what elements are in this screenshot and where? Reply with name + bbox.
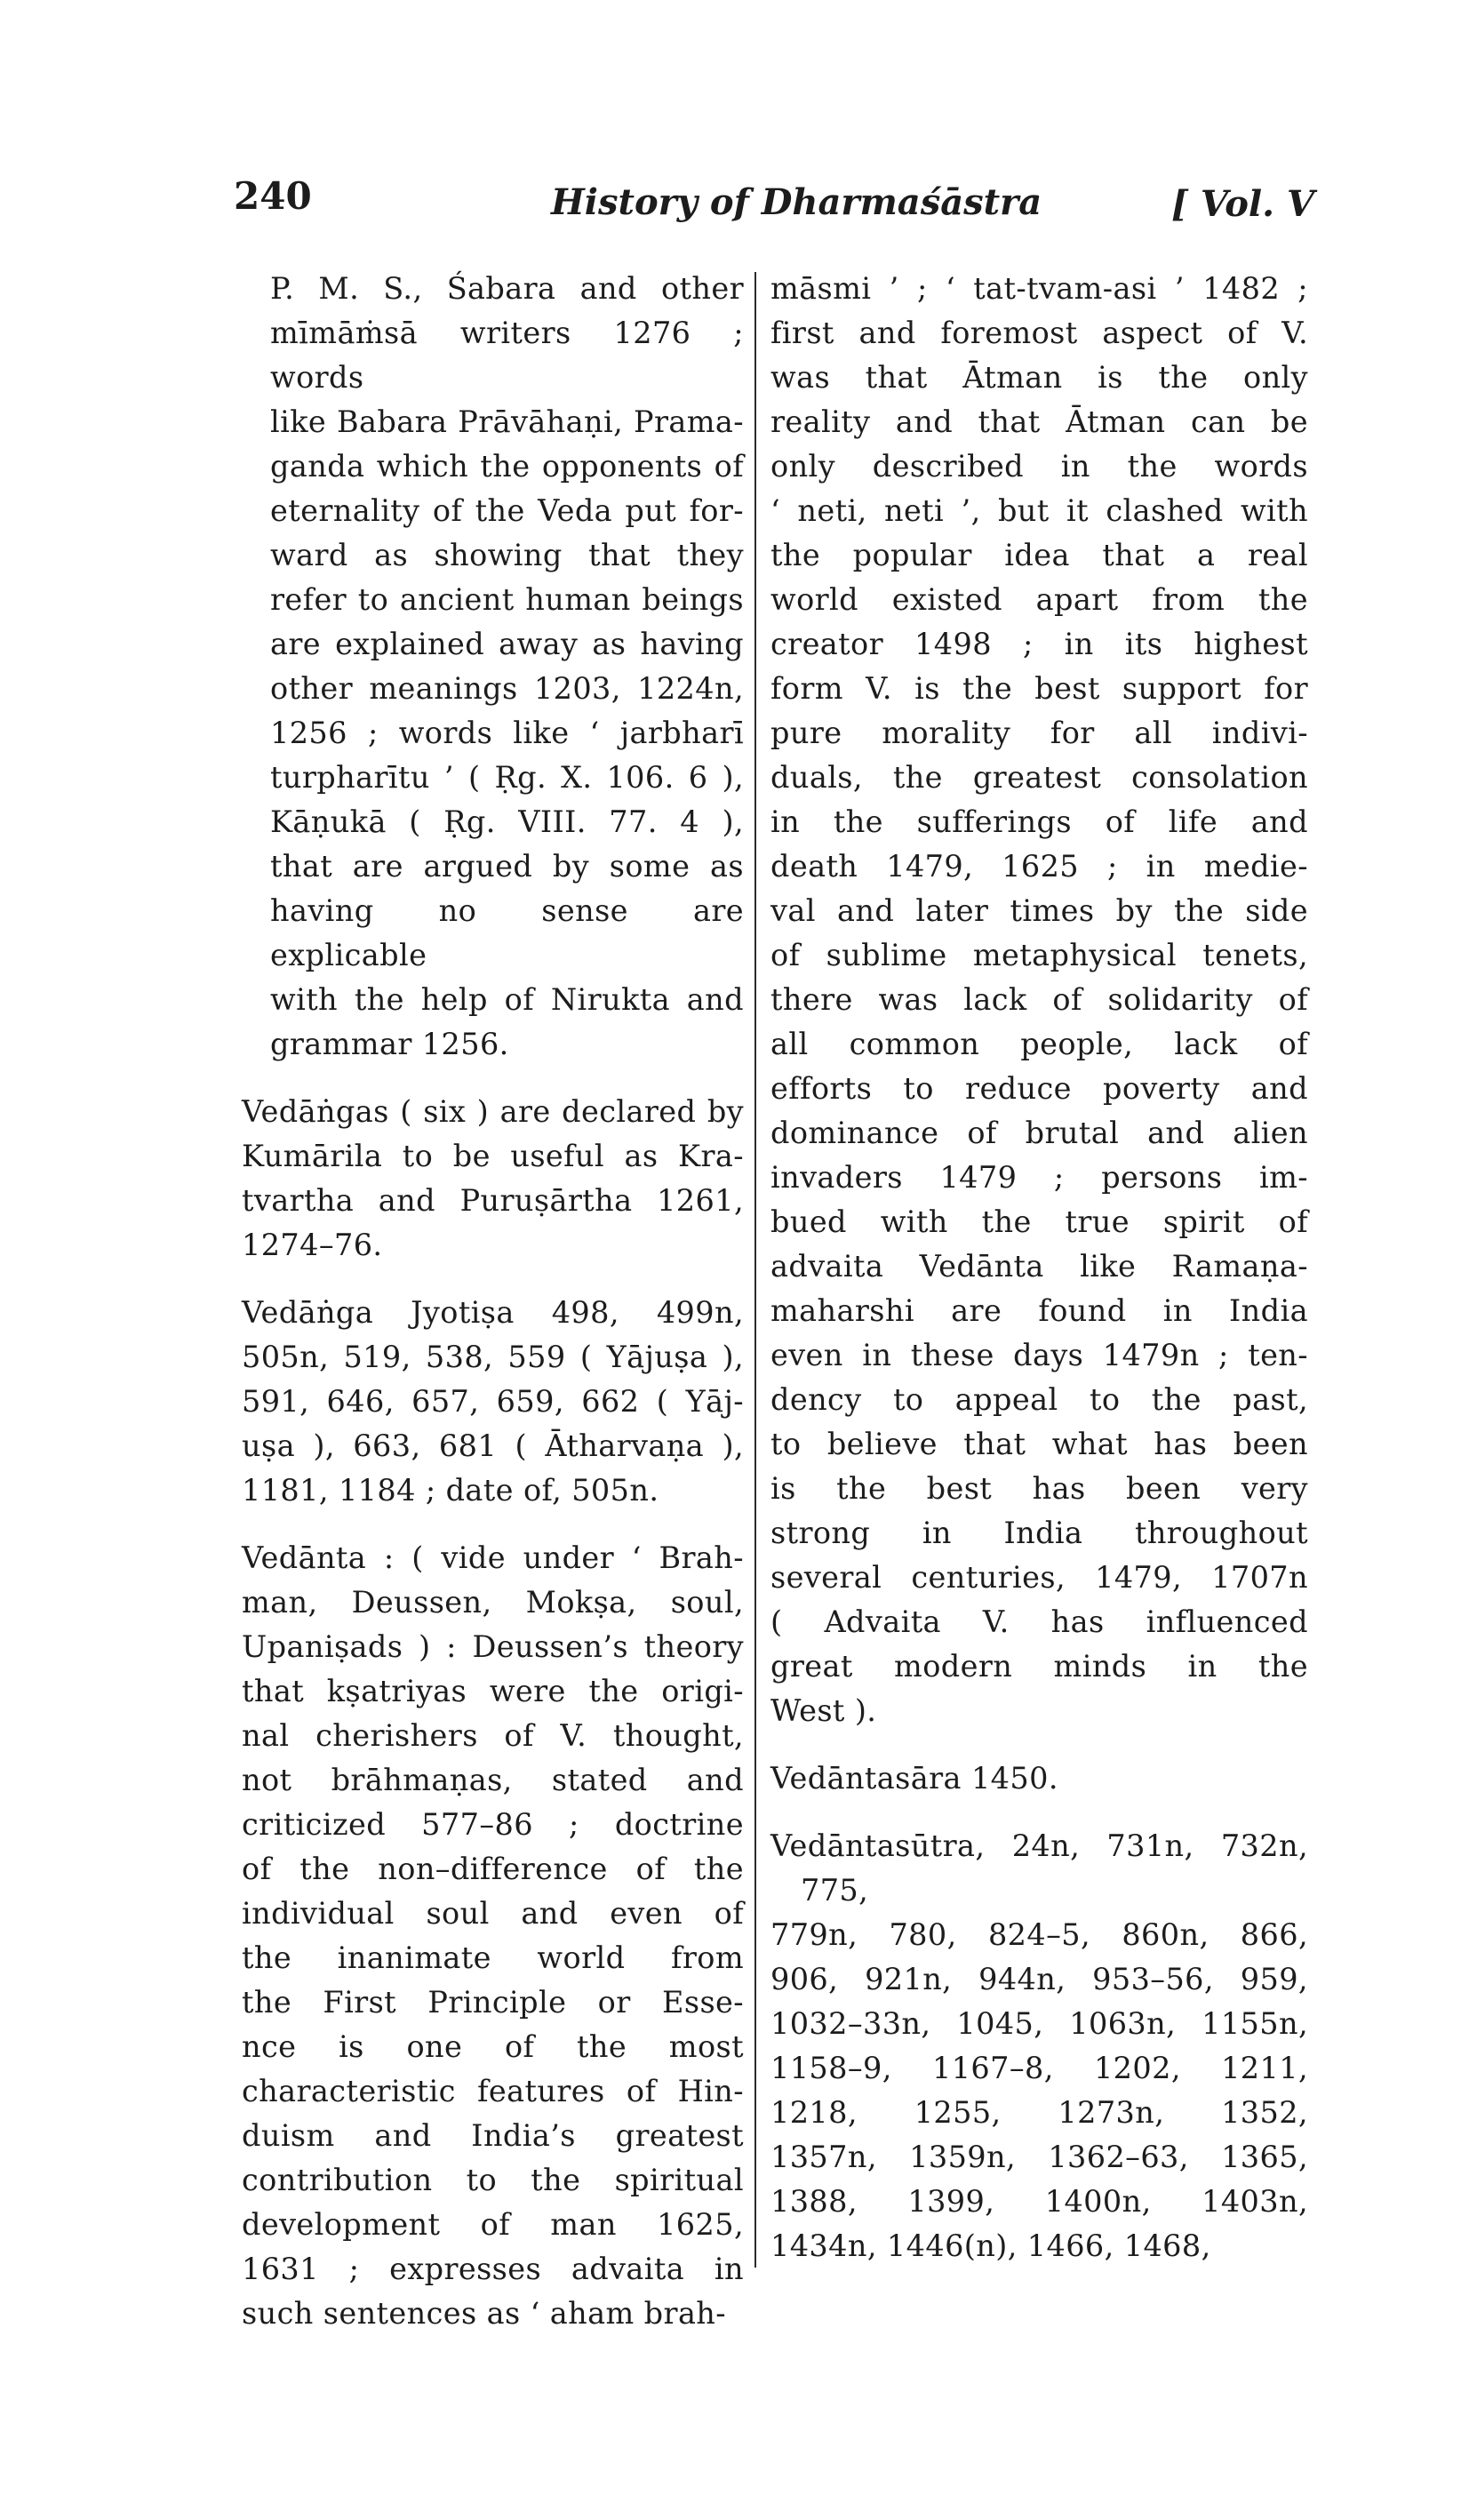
- index-line: 1032–33n, 1045, 1063n, 1155n,: [770, 2006, 1308, 2041]
- index-entry-vedanga-jyotisa: [242, 1291, 744, 1513]
- index-line: 1388, 1399, 1400n, 1403n,: [770, 2184, 1308, 2219]
- index-line: world existed apart from the: [770, 582, 1308, 617]
- index-line: Vedānta : ( vide under ‘ Brah-: [242, 1540, 744, 1575]
- index-line: contribution to the spiritual: [242, 2163, 744, 2197]
- index-line: that kṣatriyas were the origi-: [242, 1674, 744, 1708]
- volume-label: [ Vol. V: [1171, 183, 1314, 225]
- index-entry-vedangas: [242, 1090, 744, 1268]
- index-line: several centuries, 1479, 1707n: [770, 1560, 1308, 1595]
- index-line: 1158–9, 1167–8, 1202, 1211,: [770, 2051, 1308, 2085]
- index-line: of sublime metaphysical tenets,: [770, 938, 1308, 972]
- index-line: like Babara Prāvāhaṇi, Prama-: [270, 404, 744, 439]
- index-line: of the non–difference of the: [242, 1852, 744, 1886]
- index-line: nal cherishers of V. thought,: [242, 1718, 744, 1753]
- index-line: advaita Vedānta like Ramaṇa-: [770, 1249, 1308, 1284]
- index-line: West ).: [770, 1693, 877, 1728]
- index-line: such sentences as ‘ aham brah-: [242, 2296, 727, 2331]
- right-column: [770, 267, 1308, 2292]
- index-line: uṣa ), 663, 681 ( Ātharvaṇa ),: [242, 1428, 744, 1463]
- index-line: dency to appeal to the past,: [770, 1382, 1308, 1417]
- index-line: Vedāntasāra 1450.: [770, 1761, 1058, 1796]
- index-line: duals, the greatest consolation: [770, 760, 1308, 795]
- index-line: criticized 577–86 ; doctrine: [242, 1807, 744, 1842]
- index-line: with the help of Nirukta and: [270, 982, 744, 1017]
- index-line: eternality of the Veda put for-: [270, 493, 744, 528]
- running-title: History of Dharmaśāstra: [551, 181, 1042, 223]
- index-line: other meanings 1203, 1224n,: [270, 671, 744, 706]
- index-line: val and later times by the side: [770, 893, 1308, 928]
- index-line: creator 1498 ; in its highest: [770, 627, 1308, 661]
- page-number: 240: [234, 174, 312, 218]
- index-line: 1256 ; words like ‘ jarbharī: [270, 716, 744, 750]
- index-line: to believe that what has been: [770, 1427, 1308, 1461]
- index-entry-pms-continued: [242, 267, 744, 1067]
- index-line: is the best has been very: [770, 1471, 1308, 1506]
- index-line: duism and India’s greatest: [242, 2118, 744, 2153]
- index-entry-vedanta-continued: [770, 267, 1308, 1733]
- index-line: reality and that Ātman can be: [770, 404, 1308, 439]
- left-column: [242, 267, 744, 2359]
- index-line: ganda which the opponents of: [270, 449, 744, 484]
- index-line: ( Advaita V. has influenced: [770, 1604, 1308, 1639]
- index-line: 1631 ; expresses advaita in: [242, 2252, 744, 2286]
- index-line: characteristic features of Hin-: [242, 2074, 744, 2108]
- index-line: 906, 921n, 944n, 953–56, 959,: [770, 1962, 1308, 1996]
- index-line: are explained away as having: [270, 627, 744, 661]
- index-line: ward as showing that they: [270, 538, 744, 572]
- index-line: grammar 1256.: [270, 1027, 509, 1061]
- index-line: bued with the true spirit of: [770, 1204, 1308, 1239]
- index-line: 1434n, 1446(n), 1466, 1468,: [770, 2228, 1211, 2263]
- index-line: even in these days 1479n ; ten-: [770, 1338, 1308, 1372]
- index-line: Vedāṅga Jyotiṣa 498, 499n,: [242, 1295, 744, 1330]
- index-line: man, Deussen, Mokṣa, soul,: [242, 1585, 744, 1620]
- index-line: the popular idea that a real: [770, 538, 1308, 572]
- index-line: strong in India throughout: [770, 1516, 1308, 1550]
- index-line: turpharītu ’ ( Ṛg. X. 106. 6 ),: [270, 760, 744, 795]
- index-line: all common people, lack of: [770, 1027, 1308, 1061]
- index-line: māsmi ’ ; ‘ tat-tvam-asi ’ 1482 ;: [770, 271, 1308, 306]
- index-line: 1274–76.: [242, 1228, 383, 1262]
- index-line: refer to ancient human beings: [270, 582, 744, 617]
- index-line: 1181, 1184 ; date of, 505n.: [242, 1473, 659, 1508]
- index-entry-vedantasutra: [770, 1824, 1308, 2268]
- index-line: maharshi are found in India: [770, 1293, 1308, 1328]
- index-line: P. M. S., Śabara and other: [270, 271, 744, 306]
- index-line: dominance of brutal and alien: [770, 1116, 1308, 1150]
- index-line: Kāṇukā ( Ṛg. VIII. 77. 4 ),: [270, 804, 744, 839]
- index-line: 591, 646, 657, 659, 662 ( Yāj-: [242, 1384, 744, 1419]
- index-line: invaders 1479 ; persons im-: [770, 1160, 1308, 1195]
- index-entry-vedanta: [242, 1536, 744, 2336]
- index-line: pure morality for all indivi-: [770, 716, 1308, 750]
- index-line: efforts to reduce poverty and: [770, 1071, 1308, 1106]
- index-line: 1357n, 1359n, 1362–63, 1365,: [770, 2140, 1308, 2174]
- column-divider: [754, 272, 756, 2268]
- index-line: Kumārila to be useful as Kra-: [242, 1139, 744, 1173]
- index-line: individual soul and even of: [242, 1896, 744, 1931]
- index-line: death 1479, 1625 ; in medie-: [770, 849, 1308, 884]
- index-line: development of man 1625,: [242, 2207, 744, 2242]
- index-line: 779n, 780, 824–5, 860n, 866,: [770, 1917, 1308, 1952]
- index-line: tvartha and Puruṣārtha 1261,: [242, 1183, 744, 1218]
- index-line: there was lack of solidarity of: [770, 982, 1308, 1017]
- index-entry-vedantasara: [770, 1756, 1308, 1801]
- index-line: nce is one of the most: [242, 2029, 744, 2064]
- index-line: was that Ātman is the only: [770, 360, 1308, 395]
- index-line: not brāhmaṇas, stated and: [242, 1763, 744, 1797]
- index-line: the First Principle or Esse-: [242, 1985, 744, 2020]
- index-line: ‘ neti, neti ’, but it clashed with: [770, 493, 1308, 528]
- index-line: 505n, 519, 538, 559 ( Yājuṣa ),: [242, 1340, 744, 1374]
- index-line: great modern minds in the: [770, 1649, 1308, 1684]
- index-line: having no sense are explicable: [270, 893, 744, 972]
- index-line: the inanimate world from: [242, 1940, 744, 1975]
- index-line: that are argued by some as: [270, 849, 744, 884]
- index-line: first and foremost aspect of V.: [770, 316, 1308, 350]
- index-line: Upaniṣads ) : Deussen’s theory: [242, 1629, 744, 1664]
- index-line: only described in the words: [770, 449, 1308, 484]
- index-line: in the sufferings of life and: [770, 804, 1308, 839]
- index-line: Vedāntasūtra, 24n, 731n, 732n, 775,: [770, 1828, 1308, 1908]
- index-line: Vedāṅgas ( six ) are declared by: [242, 1094, 744, 1129]
- index-line: 1218, 1255, 1273n, 1352,: [770, 2095, 1308, 2130]
- index-line: mīmāṁsā writers 1276 ; words: [270, 316, 744, 395]
- index-line: form V. is the best support for: [770, 671, 1308, 706]
